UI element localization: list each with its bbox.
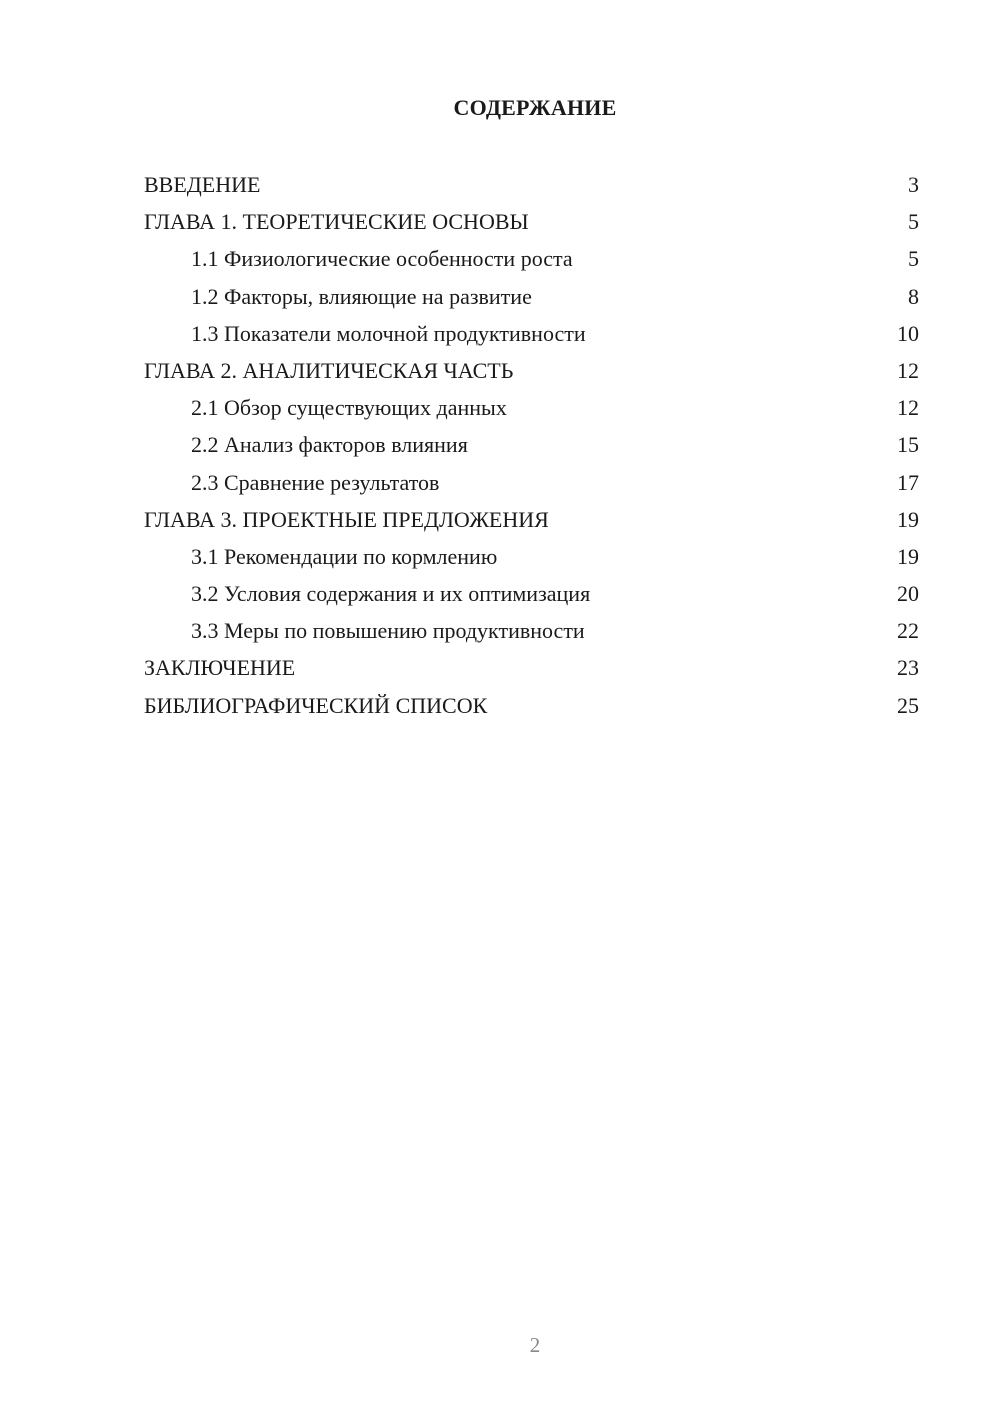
toc-entry-label: 2.3 Сравнение результатов bbox=[191, 469, 440, 495]
toc-entry-page: 15 bbox=[897, 432, 919, 458]
page-title: СОДЕРЖАНИЕ bbox=[453, 95, 617, 120]
toc-entry-section-3-3[interactable] bbox=[144, 612, 919, 649]
toc-entry-section-1-3[interactable] bbox=[144, 315, 919, 352]
toc-entry-section-3-2[interactable] bbox=[144, 575, 919, 612]
toc-entry-chapter-1[interactable] bbox=[144, 203, 919, 240]
toc-entry-section-2-3[interactable] bbox=[144, 464, 919, 501]
toc-entry-chapter-3[interactable] bbox=[144, 501, 919, 538]
toc-entry-page: 10 bbox=[897, 320, 919, 346]
toc-entry-label: 2.2 Анализ факторов влияния bbox=[191, 432, 468, 458]
toc-entry-label: ЗАКЛЮЧЕНИЕ bbox=[144, 655, 296, 681]
toc-entry-page: 23 bbox=[897, 655, 919, 681]
toc-entry-page: 12 bbox=[897, 395, 919, 421]
toc-entry-introduction[interactable] bbox=[144, 166, 919, 203]
toc-entry-label: 1.1 Физиологические особенности роста bbox=[191, 246, 573, 272]
toc-entry-label: 1.3 Показатели молочной продуктивности bbox=[191, 320, 586, 346]
toc-entry-chapter-2[interactable] bbox=[144, 352, 919, 389]
toc-entry-label: ВВЕДЕНИЕ bbox=[144, 172, 261, 197]
toc-entry-label: 2.1 Обзор существующих данных bbox=[191, 395, 507, 421]
toc-entry-conclusion[interactable] bbox=[144, 649, 919, 686]
toc-entry-page: 8 bbox=[908, 283, 919, 309]
toc-entry-page: 12 bbox=[897, 357, 919, 383]
toc-entry-label: 3.1 Рекомендации по кормлению bbox=[191, 543, 498, 569]
toc-entry-label: 1.2 Факторы, влияющие на развитие bbox=[191, 283, 532, 309]
toc-entry-page: 19 bbox=[897, 543, 919, 569]
toc-entry-page: 5 bbox=[908, 246, 919, 272]
toc-entry-bibliography[interactable] bbox=[144, 687, 919, 724]
toc-entry-page: 19 bbox=[897, 506, 919, 532]
toc-entry-label: БИБЛИОГРАФИЧЕСКИЙ СПИСОК bbox=[144, 692, 488, 718]
page-number: 2 bbox=[529, 1333, 541, 1357]
toc-entry-page: 17 bbox=[897, 469, 919, 495]
toc-entry-label: 3.3 Меры по повышению продуктивности bbox=[191, 618, 585, 644]
toc-entry-label: ГЛАВА 3. ПРОЕКТНЫЕ ПРЕДЛОЖЕНИЯ bbox=[144, 506, 549, 532]
toc-entry-page: 20 bbox=[897, 581, 919, 607]
toc-entry-label: 3.2 Условия содержания и их оптимизация bbox=[191, 581, 591, 607]
toc-entry-section-2-1[interactable] bbox=[144, 389, 919, 426]
toc-entry-label: ГЛАВА 2. АНАЛИТИЧЕСКАЯ ЧАСТЬ bbox=[144, 357, 514, 383]
toc-entry-section-3-1[interactable] bbox=[144, 538, 919, 575]
toc-entry-page: 5 bbox=[908, 209, 919, 235]
toc-entry-label: ГЛАВА 1. ТЕОРЕТИЧЕСКИЕ ОСНОВЫ bbox=[144, 209, 529, 235]
toc-entry-section-2-2[interactable] bbox=[144, 426, 919, 463]
table-of-contents bbox=[144, 166, 919, 724]
toc-entry-page: 22 bbox=[897, 618, 919, 644]
toc-entry-section-1-2[interactable] bbox=[144, 278, 919, 315]
toc-entry-page: 3 bbox=[908, 172, 919, 197]
toc-entry-page: 25 bbox=[897, 692, 919, 718]
toc-entry-section-1-1[interactable] bbox=[144, 240, 919, 277]
